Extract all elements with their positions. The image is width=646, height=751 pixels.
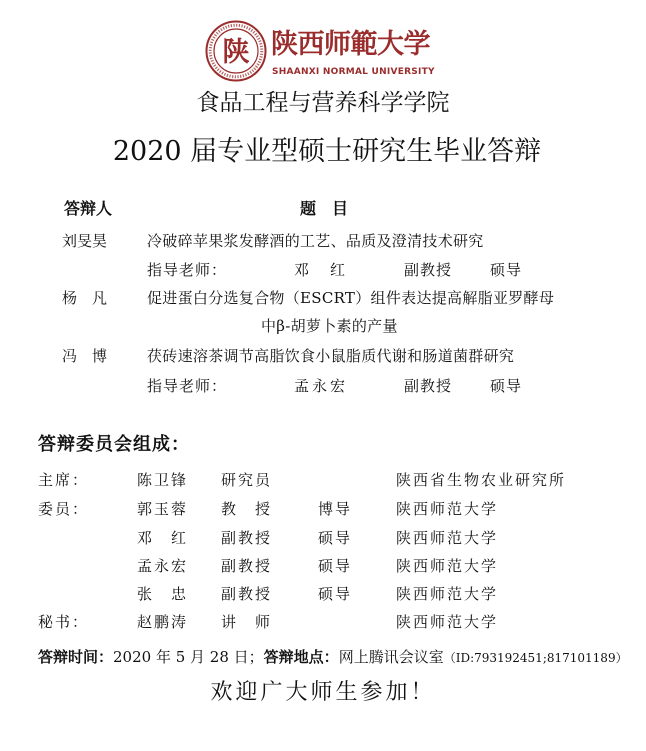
member-title: 研究员 [221, 471, 273, 489]
member-affiliation: 陕西师范大学 [396, 557, 499, 575]
member-name: 赵鹏涛 [137, 613, 189, 631]
university-name-en: SHAANXI NORMAL UNIVERSITY [272, 67, 435, 77]
advisor-name: 邓 红 [294, 261, 349, 279]
time-label: 答辩时间： [38, 648, 114, 666]
thesis-topic: 促进蛋白分选复合物（ESCRT）组件表达提高解脂亚罗酵母 [147, 289, 555, 307]
member-name: 郭玉蓉 [137, 500, 189, 518]
committee-position: 秘书： [38, 613, 90, 631]
university-seal-icon [205, 20, 267, 82]
member-supervisor-role: 硕导 [318, 529, 353, 547]
defense-entry [0, 231, 646, 251]
seal-character: 陕 [222, 37, 250, 68]
member-affiliation: 陕西师范大学 [396, 613, 499, 631]
meeting-id: （ID:793192451;817101189） [443, 651, 628, 665]
member-affiliation: 陕西师范大学 [396, 585, 499, 603]
member-supervisor-role: 博导 [318, 500, 353, 518]
advisor-line [0, 260, 646, 280]
defense-entry [0, 288, 646, 308]
member-supervisor-role: 硕导 [318, 557, 353, 575]
time-value: 2020 年 5 月 28 日； [113, 648, 264, 666]
schedule-line [38, 647, 628, 668]
committee-row [0, 584, 646, 604]
member-title: 副教授 [221, 557, 273, 575]
member-name: 孟永宏 [137, 557, 189, 575]
advisor-title: 副教授 [404, 261, 453, 279]
candidate-name: 刘旻昊 [62, 232, 108, 250]
member-name: 陈卫锋 [137, 471, 189, 489]
welcome-message: 欢迎广大师生参加！ [210, 680, 436, 705]
committee-heading: 答辩委员会组成： [38, 434, 190, 455]
advisor-title: 副教授 [404, 377, 453, 395]
thesis-topic: 冷破碎苹果浆发酵酒的工艺、品质及澄清技术研究 [147, 232, 484, 250]
member-title: 教 授 [221, 500, 273, 518]
thesis-topic-continued: 中β-胡萝卜素的产量 [261, 317, 398, 335]
thesis-topic: 茯砖速溶茶调节高脂饮食小鼠脂质代谢和肠道菌群研究 [147, 347, 515, 365]
header-candidate: 答辩人 [64, 199, 113, 218]
advisor-name: 孟永宏 [294, 377, 349, 395]
college-title: 食品工程与营养科学学院 [196, 90, 450, 116]
member-affiliation: 陕西师范大学 [396, 529, 499, 547]
committee-row [0, 612, 646, 632]
member-name: 邓 红 [137, 529, 189, 547]
place-label: 答辩地点： [263, 648, 339, 666]
defense-list-header [0, 199, 646, 219]
candidate-name: 冯 博 [62, 347, 108, 365]
committee-row [0, 470, 646, 490]
advisor-label: 指导老师： [147, 377, 228, 395]
candidate-name: 杨 凡 [62, 289, 108, 307]
member-name: 张 忠 [137, 585, 189, 603]
member-affiliation: 陕西师范大学 [396, 500, 499, 518]
member-title: 讲 师 [221, 613, 273, 631]
member-title: 副教授 [221, 585, 273, 603]
advisor-role: 硕导 [490, 377, 523, 395]
place-value: 网上腾讯会议室 [338, 648, 444, 666]
header-topic: 题 目 [300, 199, 349, 218]
member-supervisor-role: 硕导 [318, 585, 353, 603]
committee-position: 主席： [38, 471, 90, 489]
event-title: 2020 届专业型硕士研究生毕业答辩 [112, 136, 542, 167]
committee-row [0, 499, 646, 519]
advisor-line [0, 376, 646, 396]
advisor-label: 指导老师： [147, 261, 228, 279]
defense-entry-continuation [0, 316, 646, 336]
member-title: 副教授 [221, 529, 273, 547]
committee-row [0, 556, 646, 576]
university-name-cn: 陕西师範大学 [271, 29, 430, 60]
advisor-role: 硕导 [490, 261, 523, 279]
member-affiliation: 陕西省生物农业研究所 [396, 471, 567, 489]
committee-row [0, 528, 646, 548]
defense-entry [0, 346, 646, 366]
committee-position: 委员： [38, 500, 90, 518]
